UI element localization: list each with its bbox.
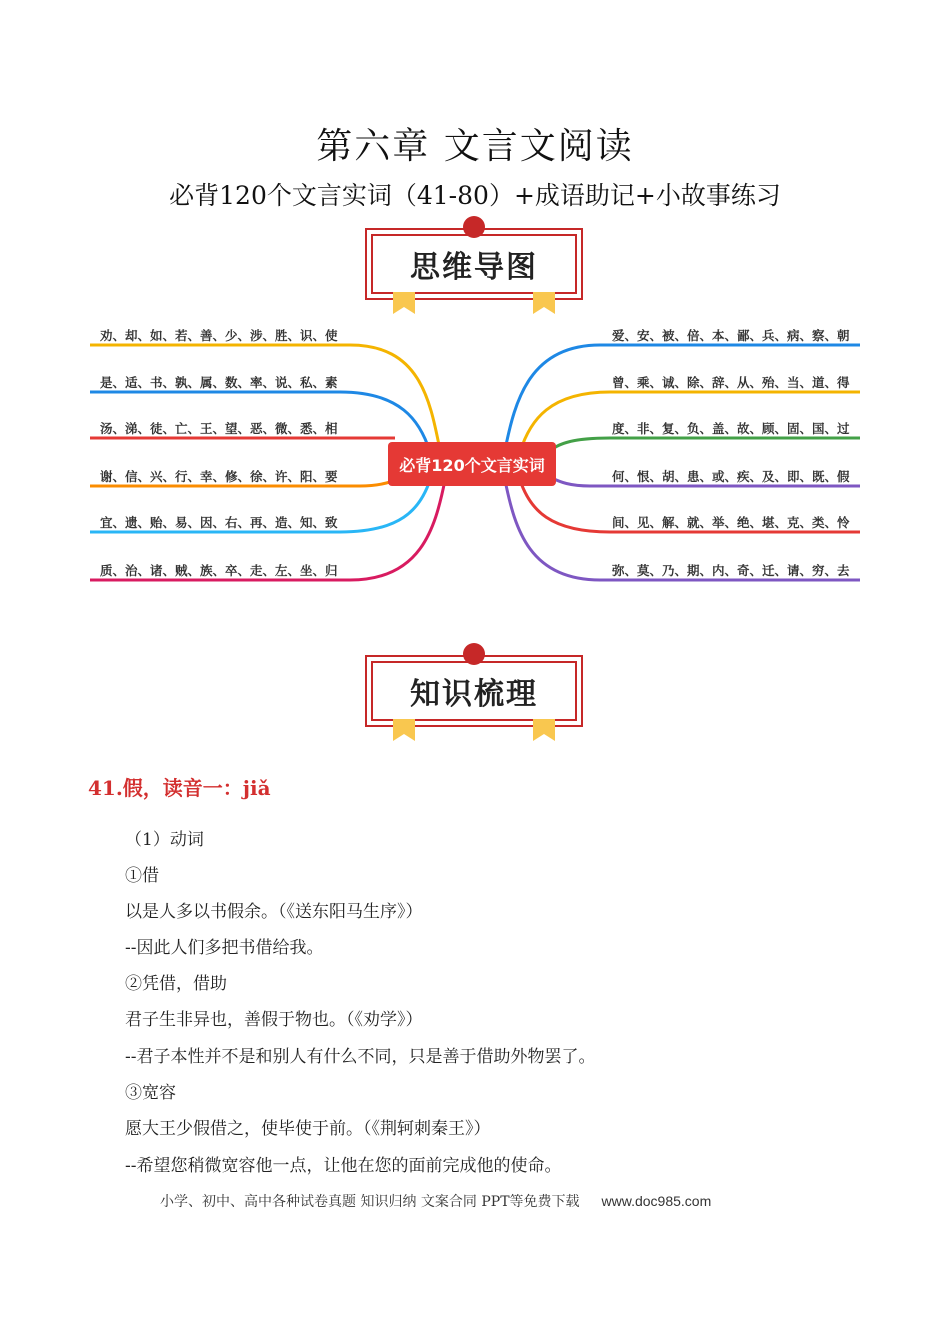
- page-footer: [160, 1191, 711, 1211]
- mindmap-left-item: 是、适、书、孰、属、数、率、说、私、素: [100, 375, 338, 390]
- banner-label: 思维导图: [371, 234, 577, 294]
- mindmap-center-node: 必背120个文言实词: [388, 442, 556, 486]
- banner-label: 知识梳理: [371, 661, 577, 721]
- body-line: （1）动词: [125, 830, 204, 850]
- knowledge-banner: [365, 655, 583, 727]
- body-line: 君子生非异也，善假于物也。（《劝学》）: [125, 1010, 423, 1030]
- page-title: 第六章 文言文阅读: [316, 126, 634, 167]
- mindmap-left-item: 谢、信、兴、行、幸、修、徐、许、阳、要: [100, 469, 338, 484]
- mindmap-left-item: 汤、涕、徒、亡、王、望、恶、微、悉、相: [100, 421, 338, 436]
- body-line: ①借: [125, 866, 159, 886]
- mindmap-right-item: 曾、乘、诚、除、辞、从、殆、当、道、得: [612, 375, 850, 390]
- body-line: 愿大王少假借之，使毕使于前。（《荆轲刺秦王》）: [125, 1119, 491, 1139]
- page-subtitle: 必背120个文言实词（41-80）+成语助记+小故事练习: [169, 181, 781, 210]
- mindmap-right-item: 间、见、解、就、举、绝、堪、克、类、怜: [612, 515, 850, 530]
- banner-red-dot: [463, 643, 485, 665]
- footer-text: 小学、初中、高中各种试卷真题 知识归纳 文案合同 PPT等免费下载: [160, 1194, 580, 1210]
- mindmap-right-item: 何、恨、胡、患、或、疾、及、即、既、假: [612, 469, 850, 484]
- mindmap-right-item: 度、非、复、负、盖、故、顾、固、国、过: [612, 421, 850, 436]
- mindmap-left-item: 宜、遗、贻、易、因、右、再、造、知、致: [100, 515, 338, 530]
- mindmap-left-item: 劝、却、如、若、善、少、涉、胜、识、使: [100, 328, 338, 343]
- ribbon-icon: [393, 719, 415, 741]
- body-line: 以是人多以书假余。（《送东阳马生序》）: [125, 902, 423, 922]
- mindmap-right-item: 弥、莫、乃、期、内、奇、迁、请、穷、去: [612, 563, 850, 578]
- section-heading: 41.假，读音一：jiǎ: [88, 776, 271, 800]
- body-line: --因此人们多把书借给我。: [125, 938, 324, 958]
- body-line: --君子本性并不是和别人有什么不同，只是善于借助外物罢了。: [125, 1047, 596, 1067]
- body-line: ③宽容: [125, 1083, 176, 1103]
- body-line: ②凭借，借助: [125, 974, 227, 994]
- footer-url-link[interactable]: www.doc985.com: [601, 1193, 712, 1209]
- body-line: --希望您稍微宽容他一点，让他在您的面前完成他的使命。: [125, 1156, 562, 1176]
- ribbon-icon: [533, 719, 555, 741]
- mindmap-left-item: 质、治、诸、贼、族、卒、走、左、坐、归: [100, 563, 338, 578]
- branch-line: [550, 438, 860, 452]
- mindmap-right-item: 爱、安、被、倍、本、鄙、兵、病、察、朝: [612, 328, 850, 343]
